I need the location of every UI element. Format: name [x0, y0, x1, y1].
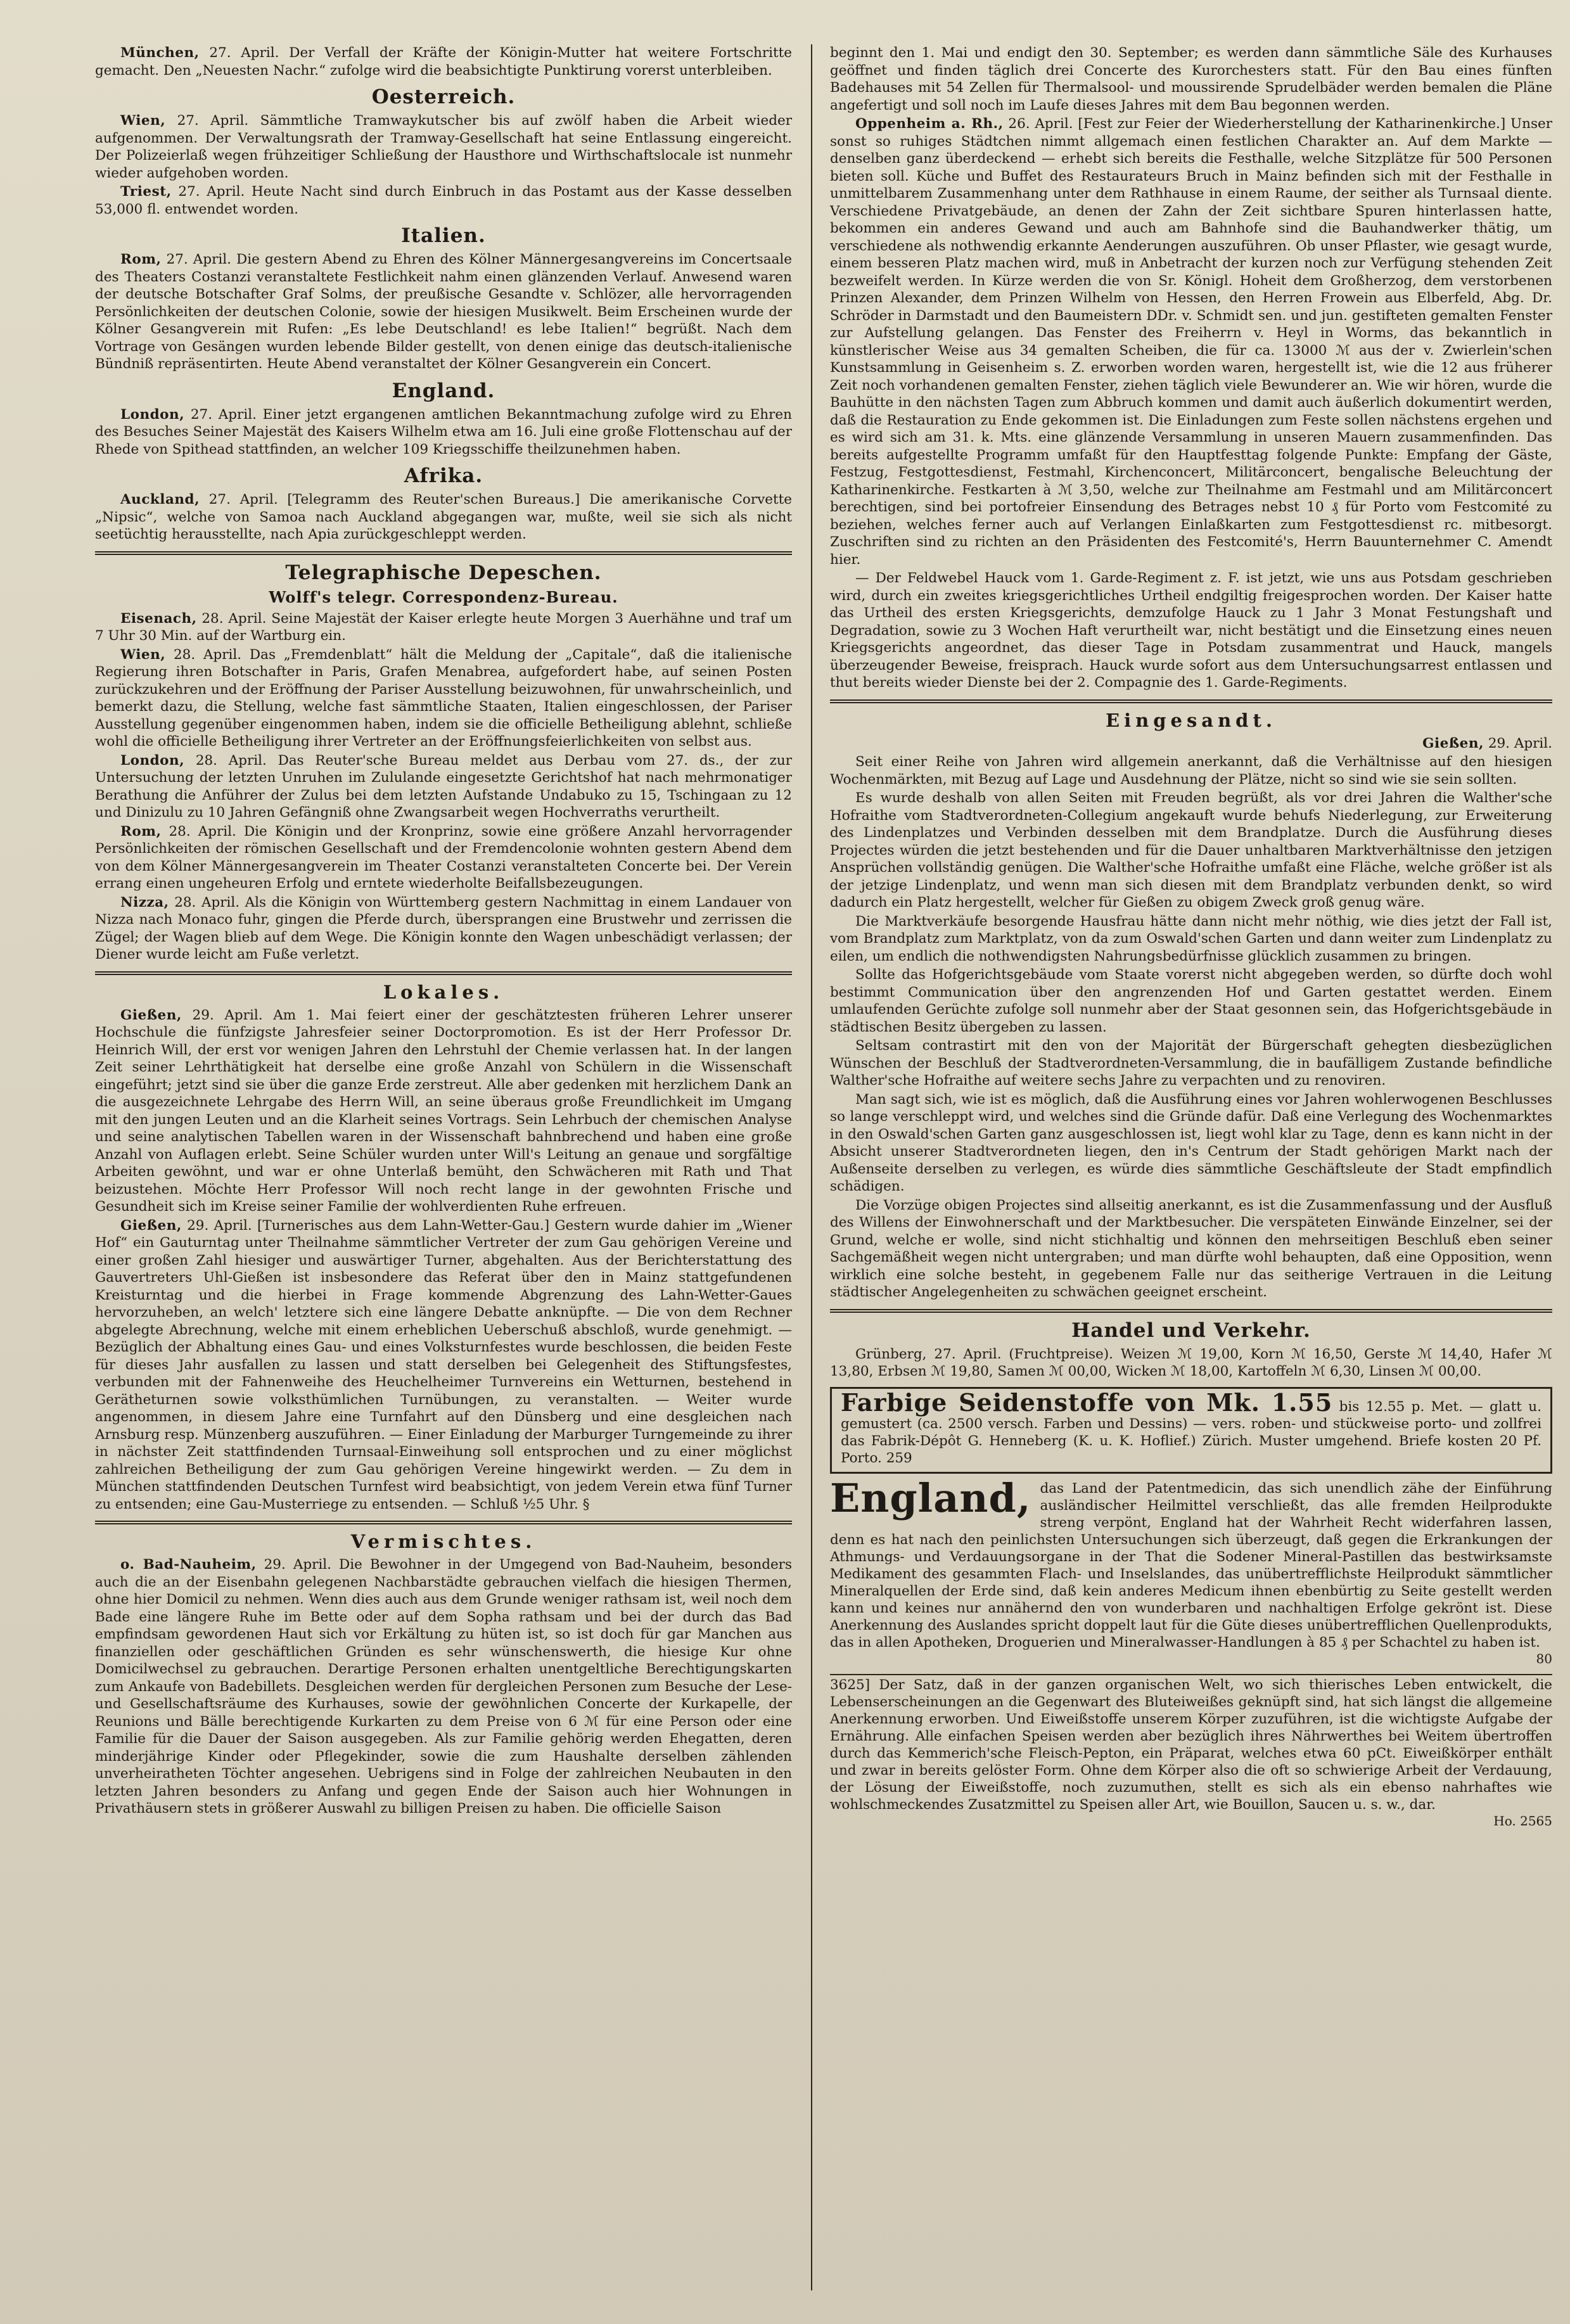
- article-rom: [95, 251, 792, 373]
- section-heading-telegraph: Telegraphische Depeschen.: [285, 561, 602, 584]
- subheading-wolff: Wolff's telegr. Correspondenz-Bureau.: [269, 587, 618, 606]
- dateline: Gießen,: [1422, 735, 1484, 751]
- ad-text: [830, 1676, 1552, 1813]
- ad-rule: [830, 1674, 1552, 1675]
- section-heading-england: England.: [392, 379, 495, 402]
- article-wien: [95, 112, 792, 182]
- dateline: Nizza,: [120, 894, 169, 910]
- article-muenchen: [95, 44, 792, 79]
- advertisement-pepton: [830, 1676, 1552, 1829]
- section-heading-vermischtes: Vermischtes.: [350, 1531, 537, 1552]
- left-column: [95, 44, 792, 1819]
- section-heading-oesterreich: Oesterreich.: [371, 86, 516, 108]
- article-nizza: [95, 894, 792, 964]
- article-text: 27. April. Heute Nacht sind durch Einbruch in das Postamt aus der Kasse desselben 53,000 fl. entwendet worden.: [95, 184, 792, 217]
- article-text: 29. April. Die Bewohner in der Umgegend von Bad-Nauheim, besonders auch die an der Eisenbahn gelegenen Nachbarstädte gebrauchen vielfach die hiesigen Thermen, ohne hier Domicil zu nehmen. Wenn dies auch aus dem Grunde weniger rathsam ist, weil noch dem Bade eine längere Ruhe im Bette oder auf dem Sopha rathsam und bei der durch das Bad empfindsam gewordenen Haut sich vor Erkältung zu hüten ist, so ist doch für gar Manchen aus finanziellen oder geschäftlichen Gründen es sehr wünschenswerth, die hiesige Kur ohne Domicilwechsel zu gebrauchen. Derartige Personen erhalten unentgeltliche Berechtigungskarten zum Ankaufe von Badebillets. Desgleichen werden für dergleichen Personen zum Besuche der Lese- und Gesellschaftsräume des Kurhauses, sowie der gewöhnlichen Concerte der Kurkapelle, der Reunions und Bälle berechtigende Kurkarten zu dem Preise von 6 ℳ für eine Person oder eine Familie für die Dauer der Saison ausgegeben. Als zur Familie gehörig werden Ehegatten, deren minderjährige Kinder oder Pflegekinder, sowie die zum Haushalte derselben zählenden unverheiratheten Töchter angesehen. Uebrigens sind in Folge der zahlreichen Neubauten in den letzten Jahren besonders zu Anfang und gegen Ende der Saison auch hier Wohnungen in Privathäusern stets in größerer Auswahl zu billigen Preisen zu haben. Die officielle Saison: [95, 1557, 792, 1816]
- section-rule: [830, 699, 1552, 703]
- article-oppenheim: [830, 115, 1552, 568]
- article-text: 29. April. Am 1. Mai feiert einer der geschätztesten früheren Lehrer unserer Hochschule die fünfzigste Jahresfeier seiner Doctorpromotion. Es ist der Herr Professor Dr. Heinrich Will, der erst vor wenigen Jahren den Lehrstuhl der Chemie verlassen hat. In der langen Zeit seiner Lehrthätigkeit hat derselbe eine große Anzahl von Schülern in die Wissenschaft eingeführt; jetzt sind sie über die ganze Erde zerstreut. Alle aber gedenken mit herzlichem Dank an die ausgezeichnete Lehrgabe des Herrn Will, an seine überaus große Freundlichkeit im Umgang mit den jungen Leuten und an die Klarheit seines Vortrags. Sein Lehrbuch der chemischen Analyse und seine analytischen Tabellen waren in der Wissenschaft bahnbrechend und haben eine große Anzahl von Auflagen erlebt. Seine Schüler wurden unter Will's Leitung an genaue und sorgfältige Arbeiten gewöhnt, und war er ohne Unterlaß bemüht, den Schwächeren mit Rath und That beizustehen. Möchte Herr Professor Will noch recht lange in der gewohnten Frische und Gesundheit sich im Kreise seiner Familie der wohlverdienten Ruhe erfreuen.: [95, 1007, 792, 1215]
- ad-content: [841, 1388, 1541, 1467]
- dateline: Wien,: [120, 113, 166, 129]
- dateline: Rom,: [120, 823, 162, 840]
- section-heading-afrika: Afrika.: [404, 464, 483, 487]
- ad-number: 259: [886, 1450, 912, 1466]
- article-eisenach: [95, 610, 792, 645]
- eingesandt-paragraph: Die Marktverkäufe besorgende Hausfrau hätte dann nicht mehr nöthig, wie dies jetzt der Fall ist, vom Brandplatz zum Marktplatz, von da zum Oswald'schen Garten und dann weiter zum Lindenplatz zu eilen, um endlich die nothwendigsten Nahrungsbedürfnisse glücklich zusammen zu bringen.: [830, 913, 1552, 964]
- eingesandt-paragraph: Sollte das Hofgerichtsgebäude vom Staate vorerst nicht abgegeben werden, so dürfte doch wohl bestimmt Communication über den angrenzenden Hof und Garten gestattet werden. Einem umlaufenden Gerüchte zufolge soll nunmehr aber der Staat gesonnen sein, das Hofgerichtsgebäude in städtischen Besitz übergeben zu lassen.: [830, 967, 1552, 1035]
- dateline: Eisenach,: [120, 610, 197, 627]
- section-heading-eingesandt: Eingesandt.: [1106, 709, 1277, 731]
- dateline: Auckland,: [120, 492, 200, 508]
- ad-reference: Ho. 2565: [1493, 1813, 1552, 1829]
- ad-title: Farbige Seidenstoffe von Mk. 1.55: [841, 1388, 1333, 1417]
- eingesandt-dateline: [830, 735, 1552, 753]
- article-text: 26. April. [Fest zur Feier der Wiederherstellung der Katharinenkirche.] Unser sonst so ruhiges Städtchen nimmt allgemach einen festlichen Charakter an. Auf dem Markte — denselben ganz überdeckend — erhebt sich bereits die Festhalle, welche Sitzplätze für 500 Personen bieten soll. Küche und Buffet des Restaurateurs Bruch in Mainz befinden sich mit der Festhalle in unmittelbarem Zusammenhang unter dem Rathhause in einem Raume, der seither als Turnsaal diente. Verschiedene Privatgebäude, an denen der Zahn der Zeit sichtbare Spuren hinterlassen hatte, bekommen ein anderes Gewand und auch am Bahnhofe sind die Bauhandwerker thätig, um verschiedene als nothwendig erkannte Aenderungen auszuführen. Ob unser Pflaster, wie gesagt wurde, einem besseren Platz machen wird, muß in Anbetracht der kurzen noch zur Verfügung stehenden Zeit bezweifelt werden. In Kürze werden die von Sr. Königl. Hoheit dem Großherzog, dem verstorbenen Prinzen Alexander, dem Prinzen Wilhelm von Hessen, den Herren Frowein aus Elberfeld, Abg. Dr. Schröder in Darmstadt und den Baumeistern DDr. v. Schmidt sen. und jun. gestifteten gemalten Fenster zur Aufstellung gelangen. Das Fenster des Freiherrn v. Heyl in Worms, das bekanntlich in künstlerischer Weise aus 34 gemalten Scheiben, die für ca. 13000 ℳ aus der v. Zwierlein'schen Kunstsammlung in Geisenheim s. Z. erworben worden waren, hergestellt ist, wie die 12 aus früherer Zeit noch vorhandenen gemalten Fenster, ziehen täglich viele Bewunderer an. Wie wir hören, wurde die Bauhütte in den nächsten Tagen zum Abbruch kommen und damit auch äußerlich dokumentirt werden, daß die Restauration zu Ende gekommen ist. Die Einladungen zum Feste sollen nächstens ergehen und es wird sich am 31. k. Mts. eine glänzende Versammlung in unseren Mauern zusammenfinden. Das bereits aufgestellte Programm umfaßt für den Hauptfesttag folgende Punkte: Empfang der Gäste, Festzug, Festgottesdienst, Festmahl, Kirchenconcert, Militärconcert, bengalische Beleuchtung der Katharinenkirche. Festkarten à ℳ 3,50, welche zur Theilnahme am Festmahl und am Militärconcert berechtigen, sind bei portofreier Einsendung des Betrages nebst 10 ₰ für Porto vom Festcomité zu beziehen, welches ferner auch auf Verlangen Einlaßkarten zum Festgottesdienst rc. mitbesorgt. Zuschriften sind zu richten an den Präsidenten des Festcomité's, Herrn Bauunternehmer C. Amendt hier.: [830, 116, 1552, 568]
- article-text: 28. April. Das „Fremdenblatt“ hält die Meldung der „Capitale“, daß die italienische Regierung ihren Botschafter in Paris, Grafen Menabrea, aufgefordert habe, auf seinen Posten zurückzukehren und der Eröffnung der Pariser Ausstellung beizuwohnen, für unwahrscheinlich, und bemerkt dazu, die Stellung, welche fast sämmtliche Staaten, Italien eingeschlossen, der Pariser Ausstellung gegenüber eingenommen haben, indem sie die officielle Betheiligung ablehnt, schließe wohl die officielle Betheiligung ihrer Vertreter an der Eröffnungsfeierlichkeiten von selbst aus.: [95, 646, 792, 750]
- article-giessen-turner: [95, 1217, 792, 1514]
- advertisement-england: [830, 1474, 1552, 1666]
- eingesandt-paragraph: Man sagt sich, wie ist es möglich, daß die Ausführung eines vor Jahren wohlerwogenen Beschlusses so lange verschleppt wird, und welches sind die Gründe dafür. Daß eine Verlegung des Wochenmarktes in den Oswald'schen Garten ganz ausgeschlossen ist, liegt wohl klar zu Tage, denn es kann nicht in der Absicht unserer Stadtverordneten liegen, den in's Centrum der Stadt gehörigen Markt nach der Außenseite derselben zu verlegen, es würde dies sämmtliche Geschäftsleute der Stadt empfindlich schädigen.: [830, 1091, 1552, 1194]
- article-saison-continued: beginnt den 1. Mai und endigt den 30. September; es werden dann sämmtliche Säle des Kurhauses geöffnet und finden täglich drei Concerte des Kurorchesters statt. Für den Bau eines fünften Badehauses mit 54 Zellen für Thermalsool- und moussirende Sprudelbäder werden bemalen die Pläne angefertigt und soll noch im Laufe dieses Jahres mit dem Bau begonnen werden.: [830, 45, 1552, 113]
- advertisement-seidenstoffe: [830, 1387, 1552, 1474]
- eingesandt-paragraph: Es wurde deshalb von allen Seiten mit Freuden begrüßt, als vor drei Jahren die Walther'sche Hofraithe vom Stadtverordneten-Collegium angekauft wurde behufs Niederlegung, zur Erweiterung des Lindenplatzes und Verbinden desselben mit dem Brandplatze. Durch die Ausführung dieses Projectes würden die jetzt bestehenden und für die Dauer unhaltbaren Marktverhältnisse den jetzigen Ansprüchen vollständig genügen. Die Walther'sche Hofraithe umfaßt eine Fläche, welche größer ist als der jetzige Lindenplatz, und wenn man sich diesen mit dem Brandplatz verbunden denkt, so wird dadurch ein Platz hergestellt, welcher für Gießen zu obigem Zweck groß genug wäre.: [830, 790, 1552, 910]
- column-divider: [811, 44, 812, 2290]
- article-text: 28. April. Das Reuter'sche Bureau meldet aus Derbau vom 27. ds., der zur Untersuchung der letzten Unruhen im Zululande eingesetzte Gerichtshof hat nach mehrmonatiger Berathung die Anführer der Zulus bei dem letzten Aufstande Undabuko zu 15, Tschingaan zu 12 und Dinizulu zu 10 Jahren Gefängniß ohne Zwangsarbeit wegen Hochverraths verurtheilt.: [95, 752, 792, 820]
- section-heading-italien: Italien.: [401, 224, 486, 247]
- dateline: Gießen,: [120, 1007, 182, 1023]
- dateline: o. Bad-Nauheim,: [120, 1557, 257, 1573]
- article-rom-2: [95, 823, 792, 893]
- section-rule: [95, 1521, 792, 1524]
- ad-text: das Land der Patentmedicin, das sich unendlich zähe der Einführung ausländischer Heilmittel verschließt, das alle fremden Heilprodukte streng verpönt, England hat der Wahrheit Recht widerfahren lassen, denn es hat nach den peinlichsten Untersuchungen sich überzeugt, daß gegen die Erkrankungen der Athmungs- und Verdauungsorgane in der That die Sodener Mineral-Pastillen das bestwirksamste Medikament des gesammten Flach- und Inselslandes, das unübertrefflichste Heilprodukt sämmtlicher Mineralquellen der Erde sind, daß kein anderes Medicum ihnen ebenbürtig zu Seite gestellt werden kann und keines nur annähernd den von wunderbaren und nachhaltigen Erfolge gekrönt ist. Diese Anerkennung des Auslandes spricht doppelt laut für die Güte dieses unübertrefflichen Quellenprodukts, das in allen Apotheken, Droguerien und Mineralwasser-Handlungen à 85 ₰ per Schachtel zu haben ist.: [830, 1480, 1552, 1650]
- dateline: Gießen,: [120, 1217, 182, 1234]
- article-text: 28. April. Die Königin und der Kronprinz, sowie eine größere Anzahl hervorragender Persönlichkeiten der römischen Gesellschaft und der Fremdencolonie wohnten gestern Abend dem von dem Kölner Männergesangverein im Theater Costanzi veranstalteten Concerte bei. Der Verein errang einen ungeheuren Erfolg und erntete wiederholte Beifallsbezeugungen.: [95, 823, 792, 891]
- article-triest: [95, 183, 792, 218]
- article-text: 27. April. Einer jetzt ergangenen amtlichen Bekanntmachung zufolge wird zu Ehren des Besuches Seiner Majestät des Kaisers Wilhelm etwa am 16. Juli eine große Flottenschau auf der Rhede von Spithead stattfinden, an welcher 109 Kriegsschiffe theilzunehmen haben.: [95, 406, 792, 457]
- dateline: London,: [120, 406, 185, 423]
- ad-number: 3625]: [830, 1676, 871, 1693]
- article-text: 27. April. Sämmtliche Tramwaykutscher bis auf zwölf haben die Arbeit wieder aufgenommen. Der Verwaltungsrath der Tramway-Gesellschaft hat seine Entlassung eingereicht. Der Polizeierlaß wegen frühzeitiger Schließung der Hausthore und Wirthschaftslocale ist nunmehr wieder aufgehoben worden.: [95, 113, 792, 181]
- article-text: 29. April. [Turnerisches aus dem Lahn-Wetter-Gau.] Gestern wurde dahier im „Wiener Hof“ ein Gauturntag unter Theilnahme sämmtlicher Vertreter der zum Gau gehörigen Vereine und einer großen Zahl hiesiger und auswärtiger Turner, abgehalten. Aus der Berichterstattung des Gauvertreters Uhl-Gießen ist insbesondere das Referat über den in Mainz stattgefundenen Kreisturntag und die hierbei in Frage kommende Abgrenzung des Lahn-Wetter-Gaues hervorzuheben, an welch' letztere sich eine längere Debatte anknüpfte. — Die von dem Rechner abgelegte Abrechnung, welche mit einem erheblichen Ueberschuß abschloß, wurde genehmigt. — Bezüglich der Abhaltung eines Gau- und eines Volksturnfestes wurde beschlossen, die beiden Feste für dieses Jahr ausfallen zu lassen und statt derselben bei Gelegenheit des Stiftungsfestes, verbunden mit der Fahnenweihe des Heuchelheimer Turnvereins ein Wetturnen, bestehend in Gerätheturnen sowie volksthümlichen Turnübungen, zu veranstalten. — Weiter wurde angenommen, in diesem Jahre eine Turnfahrt auf den Dünsberg und eine desgleichen nach Arnsburg resp. Münzenberg auszuführen. — Einer Einladung der Marburger Turngemeinde zu ihrer in nächster Zeit stattfindenden Turnsaal-Einweihung soll entsprochen und zu einer möglichst zahlreichen Betheiligung der zum Gau gehörigen Vereine hingewirkt werden. — Zu dem in München stattfindenden Deutschen Turnfest wird beabsichtigt, von jedem Verein etwa fünf Turner zu entsenden; eine Gau-Musterriege zu entsenden. — Schluß ½5 Uhr.: [95, 1217, 792, 1512]
- article-text: 27. April. Die gestern Abend zu Ehren des Kölner Männergesangvereins im Concertsaale des Theaters Costanzi veranstaltete Festlichkeit nahm einen glänzenden Verlauf. Anwesend waren der deutsche Botschafter Graf Solms, der preußische Gesandte v. Schlözer, alle hervorragenden Persönlichkeiten der deutschen Colonie, sowie der hiesigen Musikwelt. Beim Erscheinen wurde der Kölner Gesangverein mit Rufen: „Es lebe Deutschland! es lebe Italien!“ begrüßt. Nach dem Vortrage von Gesängen wurden lebende Bilder gestellt, von denen einige das deutsch-italienische Bündniß repräsentirten. Heute Abend veranstaltet der Kölner Gesangverein ein Concert.: [95, 252, 792, 372]
- article-auckland: [95, 491, 792, 544]
- article-bad-nauheim: [95, 1556, 792, 1818]
- ad-title: England,: [830, 1474, 1031, 1521]
- article-text: 27. April. [Telegramm des Reuter'schen Bureaus.] Die amerikanische Corvette „Nipsic“, welche von Samoa nach Auckland abgegangen war, mußte, weil sie sich als nicht seetüchtig herausstellte, nach Apia zurückgeschleppt werden.: [95, 492, 792, 542]
- article-london-2: [95, 752, 792, 822]
- dateline: Triest,: [120, 184, 172, 200]
- article-gruenberg-prices: Grünberg, 27. April. (Fruchtpreise). Weizen ℳ 19,00, Korn ℳ 16,50, Gerste ℳ 14,40, Hafer ℳ 13,80, Erbsen ℳ 19,80, Samen ℳ 00,00, Wicken ℳ 18,00, Kartoffeln ℳ 6,30, Linsen ℳ 00,00.: [830, 1346, 1552, 1379]
- right-column: [830, 44, 1552, 1829]
- dateline: Rom,: [120, 252, 162, 267]
- section-rule: [95, 971, 792, 975]
- section-heading-handel: Handel und Verkehr.: [1071, 1318, 1311, 1342]
- dateline: Oppenheim a. Rh.,: [855, 116, 1004, 132]
- dateline: London,: [120, 752, 185, 769]
- eingesandt-paragraph: Seltsam contrastirt mit den von der Majorität der Bürgerschaft gehegten diesbezüglichen Wünschen der Beschluß der Stadtverordneten-Versammlung, die in baufälligem Zustande befindliche Walther'sche Hofraithe auf weitere sechs Jahre zu verpachten und zu renoviren.: [830, 1038, 1552, 1089]
- author-sign: §: [582, 1496, 590, 1512]
- article-text: 29. April.: [1483, 735, 1552, 751]
- article-text: 28. April. Als die Königin von Württemberg gestern Nachmittag in einem Landauer von Nizza nach Monaco fuhr, gingen die Pferde durch, übersprangen eine Brustwehr und zerrissen die Zügel; der Wagen blieb auf dem Wege. Die Königin konnte den Wagen unbeschädigt verlassen; der Diener wurde leicht am Fuße verletzt.: [95, 894, 792, 962]
- section-rule: [95, 551, 792, 555]
- ad-body-text: Der Satz, daß in der ganzen organischen Welt, wo sich thierisches Leben entwickelt, die Lebenserscheinungen an die Gegenwart des Bluteiweißes geknüpft sind, hat sich längst die allgemeine Anerkennung erworben. Und Eiweißstoffe unserem Körper zuzuführen, ist die wichtigste Aufgabe der Ernährung. Alle einfachen Speisen werden aber bezüglich ihres Nährwerthes bei Weitem übertroffen durch das Kemmerich'sche Fleisch-Pepton, ein Präparat, welches etwa 60 pCt. Eiweißkörper enthält und zwar in bereits gelöster Form. Ohne dem Körper also die oft so schwierige Arbeit der Verdauung, der Lösung der Eiweißstoffe, noch zuzumuthen, stellt es sich als ein ebenso nahrhaftes wie wohlschmeckendes Zusatzmittel zu Speisen aller Art, wie Bouillon, Saucen u. s. w., dar.: [830, 1676, 1552, 1813]
- article-text: 27. April. Der Verfall der Kräfte der Königin-Mutter hat weitere Fortschritte gemacht. Den „Neuesten Nachr.“ zufolge wird die beabsichtigte Punktirung vorerst unterbleiben.: [95, 45, 792, 79]
- section-rule: [830, 1309, 1552, 1313]
- article-hauck: — Der Feldwebel Hauck vom 1. Garde-Regiment z. F. ist jetzt, wie uns aus Potsdam geschrieben wird, durch ein zweites kriegsgerichtliches Urtheil endgiltig freigesprochen worden. Der Kaiser hatte das Urtheil des ersten Kriegsgerichts, demzufolge Hauck zu 1 Jahr 3 Monat Festungshaft und Degradation, sowie zu 3 Wochen Haft verurtheilt war, nicht bestätigt und die Einsetzung eines neuen Kriegsgerichts angeordnet, das dieser Tage in Potsdam zusammentrat und Hauck, mangels überzeugender Beweise, freisprach. Hauck wurde sofort aus dem Untersuchungsarrest entlassen und thut bereits wieder Dienste bei der 2. Compagnie des 1. Garde-Regiments.: [830, 570, 1552, 691]
- article-wien-2: [95, 646, 792, 751]
- section-heading-lokales: Lokales.: [383, 981, 504, 1003]
- article-giessen-will: [95, 1007, 792, 1216]
- article-text: 28. April. Seine Majestät der Kaiser erlegte heute Morgen 3 Auerhähne und traf um 7 Uhr 30 Min. auf der Wartburg ein.: [95, 610, 792, 644]
- dateline: München,: [120, 45, 200, 61]
- article-london: [95, 406, 792, 459]
- eingesandt-paragraph: Die Vorzüge obigen Projectes sind allseitig anerkannt, es ist die Zusammenfassung und der Ausfluß des Willens der Einwohnerschaft und der Marktbesucher. Die verspäteten Einwände Einzelner, sei der Grund, welche er wolle, sind nicht stichhaltig und können den mehrseitigen Beschluß eben seiner Sachgemäßheit wegen nicht untergraben; und man dürfte wohl behaupten, daß eine Opposition, wenn wirklich eine solche besteht, in gegebenem Falle nur das seitherige Vertrauen in die Leitung städtischer Angelegenheiten zu schwächen geeignet erscheint.: [830, 1197, 1552, 1300]
- ad-text: bis 12.55 p. Met. — glatt u. gemustert (ca. 2500 versch. Farben und Dessins) — vers. roben- und stückweise porto- und zollfrei das Fabrik-Dépôt G. Henneberg (K. u. K. Hoflief.) Zürich. Muster umgehend. Briefe kosten 20 Pf. Porto.: [841, 1398, 1541, 1466]
- dateline: Wien,: [120, 646, 166, 663]
- eingesandt-paragraph: Seit einer Reihe von Jahren wird allgemein anerkannt, daß die Verhältnisse auf den hiesigen Wochenmärkten, mit Bezug auf Lage und Ausdehnung der Plätze, nicht so sind wie sie sein sollten.: [830, 754, 1552, 788]
- ad-number: 80: [1536, 1650, 1552, 1666]
